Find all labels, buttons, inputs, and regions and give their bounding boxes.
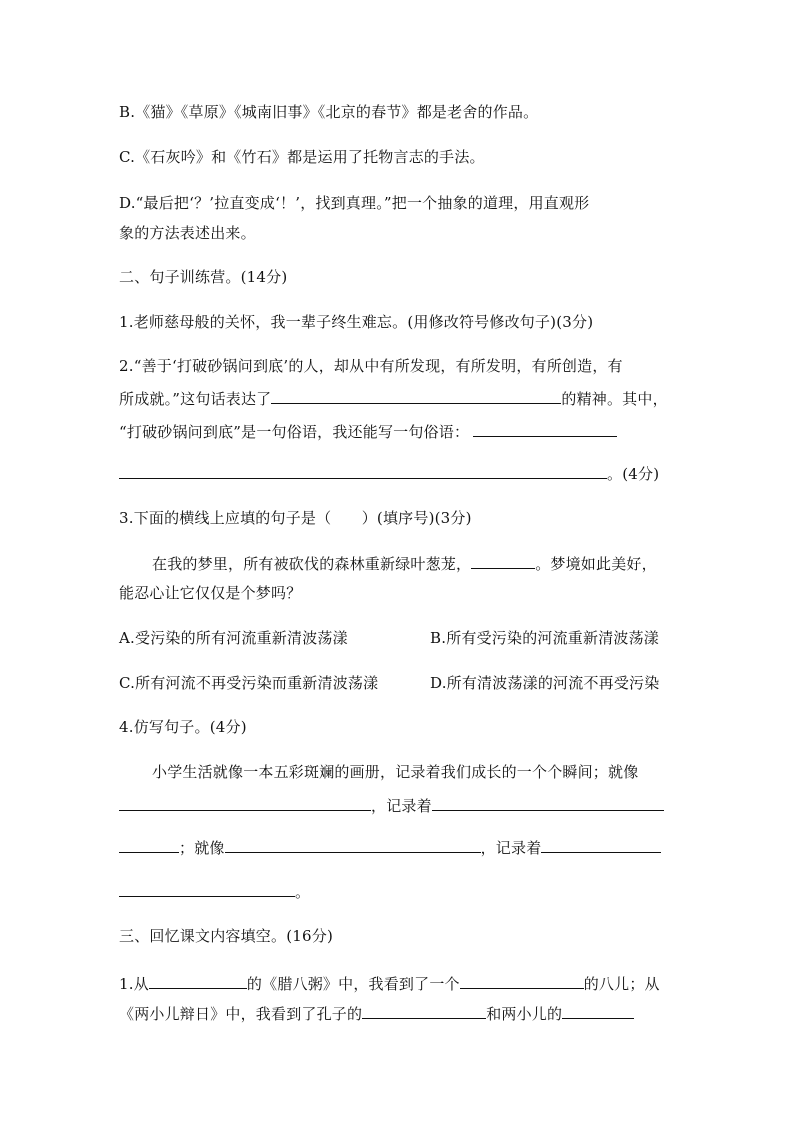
answer-blank-proverb-2[interactable] xyxy=(119,462,607,479)
q2-score: 。(4分) xyxy=(607,465,660,483)
answer-blank-proverb-1[interactable] xyxy=(473,420,617,437)
question-2-1: 1.老师慈母般的关怀，我一辈子终生难忘。(用修改符号修改句子)(3分) xyxy=(119,313,594,331)
q3-passage-a: 在我的梦里，所有被砍伐的森林重新绿叶葱茏， xyxy=(152,555,472,573)
q2-text-b: 的精神。其中， xyxy=(561,390,668,408)
q3-option-b: B.所有受污染的河流重新清波荡漾 xyxy=(430,629,659,647)
q4-record-a: ，记录着 xyxy=(371,797,432,815)
q2-text-a: 所成就。”这句话表达了 xyxy=(119,390,272,408)
question-2-2-line3 xyxy=(119,420,617,442)
q2-text-c: “打破砂锅问到底”是一句俗语，我还能写一句俗语： xyxy=(119,423,470,441)
q3-option-a: A.受污染的所有河流重新清波荡漾 xyxy=(119,629,348,647)
q4-line2 xyxy=(119,794,664,816)
question-2-2-line4 xyxy=(119,462,659,484)
answer-blank-q4-d[interactable] xyxy=(225,836,481,853)
question-3-1-line1 xyxy=(119,972,660,994)
q4-line4 xyxy=(119,880,310,902)
answer-blank-children[interactable] xyxy=(562,1002,634,1019)
section-heading-2: 二、句子训练营。(14分) xyxy=(119,268,288,286)
q3-passage-line2: 能忍心让它仅仅是个梦吗？ xyxy=(119,584,302,602)
p3-text-c: 的八儿；从 xyxy=(583,975,660,993)
answer-blank-q4-b[interactable] xyxy=(432,794,664,811)
q3-option-c: C.所有河流不再受污染而重新清波荡漾 xyxy=(119,674,379,692)
option-d-line1: D.“最后把‘？’拉直变成‘！’，找到真理。”把一个抽象的道理，用直观形 xyxy=(119,194,590,212)
p3-text-b: 的《腊八粥》中，我看到了一个 xyxy=(246,975,460,993)
question-3-1-line2 xyxy=(119,1002,634,1024)
q3-option-d: D.所有清波荡漾的河流不再受污染 xyxy=(430,674,660,692)
q4-passage-line1: 小学生活就像一本五彩斑斓的画册，记录着我们成长的一个个瞬间；就像 xyxy=(152,763,639,781)
answer-blank-spirit[interactable] xyxy=(271,387,561,404)
question-2-3: 3.下面的横线上应填的句子是（ ）(填序号)(3分) xyxy=(119,509,472,527)
option-c: C.《石灰吟》和《竹石》都是运用了托物言志的手法。 xyxy=(119,148,485,166)
answer-blank-author[interactable] xyxy=(149,972,247,989)
question-2-2-line1: 2.“善于‘打破砂锅问到底’的人，却从中有所发现，有所发明，有所创造，有 xyxy=(119,357,623,375)
question-2-4: 4.仿写句子。(4分) xyxy=(119,718,247,736)
q4-record-b: ，记录着 xyxy=(480,839,542,857)
q4-like: ；就像 xyxy=(179,839,225,857)
answer-blank-confucius[interactable] xyxy=(362,1002,486,1019)
q3-passage-b: 。梦境如此美好， xyxy=(535,555,657,573)
question-2-2-line2 xyxy=(119,387,668,409)
p3-text-a: 1.从 xyxy=(119,975,149,993)
q4-line3 xyxy=(119,836,661,858)
option-d-line2: 象的方法表述出来。 xyxy=(119,224,256,242)
answer-blank-q4-f[interactable] xyxy=(119,880,295,897)
p3-text-e: 和两小儿的 xyxy=(486,1005,563,1023)
section-heading-3: 三、回忆课文内容填空。(16分) xyxy=(119,927,333,945)
answer-blank-q4-e[interactable] xyxy=(541,836,661,853)
q3-passage-line1 xyxy=(152,552,657,574)
answer-blank-q4-a[interactable] xyxy=(119,794,371,811)
q4-end: 。 xyxy=(295,883,311,901)
option-b: B.《猫》《草原》《城南旧事》《北京的春节》都是老舍的作品。 xyxy=(119,103,539,121)
p3-text-d: 《两小儿辩日》中，我看到了孔子的 xyxy=(119,1005,363,1023)
answer-blank-q3[interactable] xyxy=(471,552,535,569)
answer-blank-baer[interactable] xyxy=(460,972,584,989)
answer-blank-q4-c[interactable] xyxy=(119,836,179,853)
